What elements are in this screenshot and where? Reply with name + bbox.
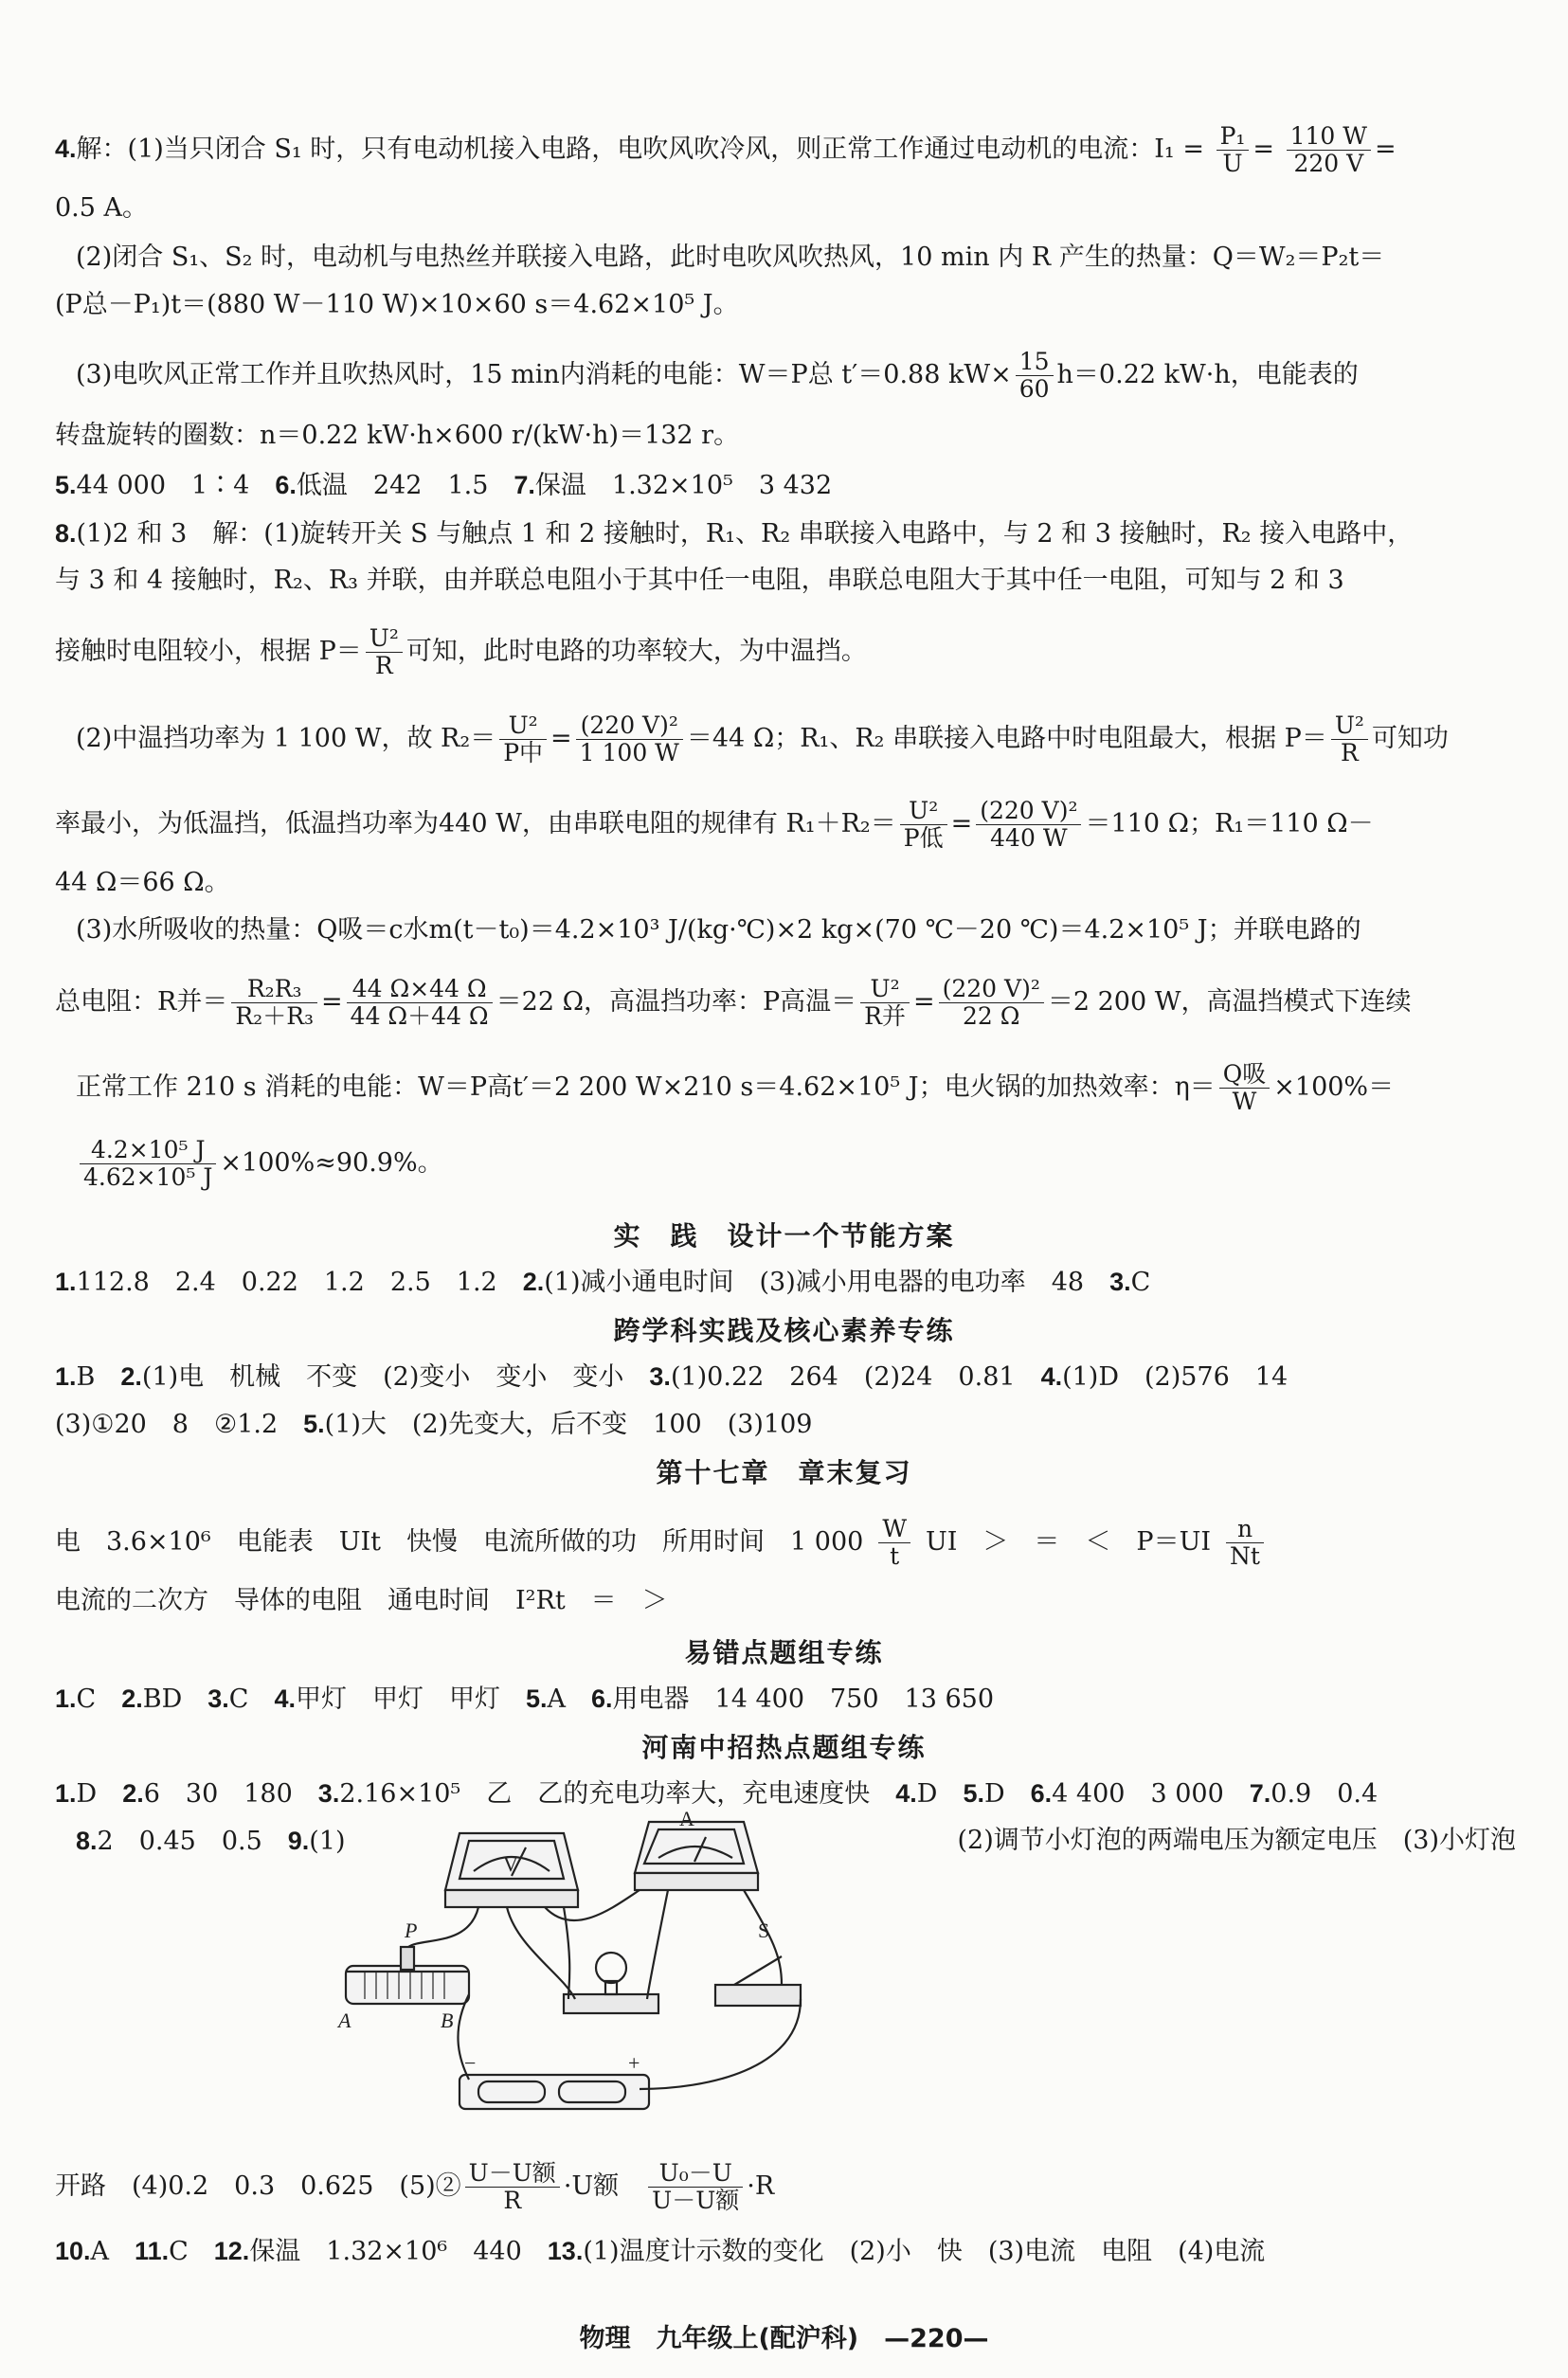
q8-line-2: 与 3 和 4 接触时，R₂、R₃ 并联，由并联总电阻小于其中任一电阻，串联总电阻大于其中任一电阻，可知与 2 和 3 (55, 566, 1344, 595)
henan-answers-1: 1.D 2.6 30 180 3.2.16×10⁵ 乙 乙的充电功率大，充电速度快 4.D 5.D 6.4 400 3 000 7.0.9 0.4 (55, 1779, 1379, 1809)
fraction: $\frac{\text{U²}}{\text{R并}}$ (860, 976, 910, 1030)
section-heading-cross-discipline: 跨学科实践及核心素养专练 (613, 1315, 955, 1346)
circuit-diagram (327, 1805, 829, 2136)
fraction: $\frac{\text{U₀－U}}{\text{U－U额}}$ (648, 2160, 743, 2214)
q4-line-5: (3)电吹风正常工作并且吹热风时，15 min内消耗的电能：W＝P总 t′＝0.88 kW× $\frac{15}{60}$ h＝0.22 kW·h，电能表的 (76, 348, 1359, 403)
fraction: $\frac{44 \Omega\times 44 \Omega}{44 \Omega+44 \Omega}$ (347, 976, 493, 1030)
practice-answers: 1.112.8 2.4 0.22 1.2 2.5 1.2 2.(1)减小通电时间 (3)减小用电器的电功率 48 3.C (55, 1268, 1151, 1297)
battery-plus-label: + (628, 2051, 640, 2075)
fraction: $\frac{\text{U²}}{R}$ (1331, 712, 1368, 766)
fraction: $\frac{\text{(220 V)²}}{1 100 W}$ (576, 712, 683, 766)
fraction: $\frac{\text{U²}}{\text{P低}}$ (900, 798, 947, 852)
henan-answers-4: 10.A 11.C 12.保温 1.32×10⁶ 440 13.(1)温度计示数的变化 (2)小 快 (3)电流 电阻 (4)电流 (55, 2237, 1266, 2266)
q4-line-3: (2)闭合 S₁、S₂ 时，电动机与电热丝并联接入电路，此时电吹风吹热风，10 min 内 R 产生的热量：Q＝W₂＝P₂t＝ (76, 243, 1385, 272)
voltmeter-label: V (503, 1852, 518, 1876)
cross-answers-1: 1.B 2.(1)电 机械 不变 (2)变小 变小 变小 3.(1)0.22 264 (2)24 0.81 4.(1)D (2)576 14 (55, 1362, 1289, 1392)
q8-line-8: 总电阻：R并＝ $\frac{\text{R₂R₃}}{\text{R₂＋R₃}}$ = $\frac{44 \Omega\times 44 \Omega}{44 \Omega+44 \Omega}$ ＝22 Ω，高温挡功率：P高温＝ $\frac{\text{U²}}{\text{R并}}$ = $\frac{\text{(220 V)²}}{22 \Omega}$ ＝2 200 W，高温挡模式下连续 (55, 975, 1412, 1030)
error-prone-answers: 1.C 2.BD 3.C 4.甲灯 甲灯 甲灯 5.A 6.用电器 14 400 750 13 650 (55, 1684, 995, 1714)
review-line-2: 电流的二次方 导体的电阻 通电时间 I²Rt ＝ ＞ (55, 1586, 668, 1615)
terminal-a-label: A (338, 2009, 351, 2032)
switch-label: S (758, 1919, 770, 1942)
section-heading-practice: 实 践 设计一个节能方案 (613, 1220, 955, 1252)
henan-answers-2: 8.2 0.45 0.5 9.(1) (76, 1827, 346, 1856)
q8-line-1: 8.(1)2 和 3 解：(1)旋转开关 S 与触点 1 和 2 接触时，R₁、R₂ 串联接入电路中，与 2 和 3 接触时，R₂ 接入电路中， (55, 519, 1414, 549)
q4-line-2: 0.5 A。 (55, 193, 149, 223)
fraction: $\frac{\text{U－U额}}{R}$ (465, 2160, 560, 2214)
fraction: $\frac{W}{t}$ (878, 1516, 910, 1570)
fraction: $\frac{15}{60}$ (1016, 349, 1054, 403)
fraction: $\frac{\text{U²}}{R}$ (366, 625, 403, 679)
q8-line-7: (3)水所吸收的热量：Q吸＝c水m(t－t₀)＝4.2×10³ J/(kg·℃)×2 kg×(70 ℃－20 ℃)＝4.2×10⁵ J；并联电路的 (76, 915, 1361, 945)
section-heading-error-prone: 易错点题组专练 (684, 1637, 884, 1668)
fraction: $\frac{\text{Q吸}}{W}$ (1219, 1061, 1271, 1115)
henan-answers-3: 开路 (4)0.2 0.3 0.625 (5)② $\frac{\text{U－U额}}{R}$ ·U额 $\frac{\text{U₀－U}}{\text{U－U额}}$ ·R (55, 2159, 775, 2214)
q8-line-3: 接触时电阻较小，根据 P＝ $\frac{\text{U²}}{R}$ 可知，此时电路的功率较大，为中温挡。 (55, 624, 867, 679)
q8-line-6: 44 Ω＝66 Ω。 (55, 868, 230, 897)
q8-line-4: (2)中温挡功率为 1 100 W，故 R₂＝ $\frac{\text{U²}}{\text{P中}}$ = $\frac{\text{(220 V)²}}{1 100 W}$ ＝44 Ω；R₁、R₂ 串联接入电路中时电阻最大，根据 P＝ $\frac{\text{U²}}{R}$ 可知功 (76, 712, 1449, 766)
q8-line-9: 正常工作 210 s 消耗的电能：W＝P高t′＝2 200 W×210 s＝4.62×10⁵ J；电火锅的加热效率：η＝ $\frac{\text{Q吸}}{W}$ ×100%＝ (76, 1060, 1395, 1115)
review-line-1: 电 3.6×10⁶ 电能表 UIt 快慢 电流所做的功 所用时间 1 000 $\frac{W}{t}$ UI ＞ ＝ ＜ P＝UI $\frac{n}{Nt}$ (55, 1516, 1514, 1570)
fraction: $\frac{n}{Nt}$ (1226, 1516, 1264, 1570)
fraction: $\frac{\text{R₂R₃}}{\text{R₂＋R₃}}$ (231, 976, 317, 1030)
q4-line-1: 4.解：(1)当只闭合 S₁ 时，只有电动机接入电路，电吹风吹冷风，则正常工作通过电动机的电流：I₁ = $\frac{\text{P₁}}{U}$ = $\frac{110 W}{220 V}$ = (55, 122, 1397, 177)
q8-line-5: 率最小，为低温挡，低温挡功率为440 W，由串联电阻的规律有 R₁＋R₂＝ $\frac{\text{U²}}{\text{P低}}$ = $\frac{\text{(220 V)²}}{440 W}$ ＝110 Ω；R₁＝110 Ω－ (55, 797, 1374, 852)
section-heading-henan: 河南中招热点题组专练 (641, 1732, 927, 1763)
battery-minus-label: − (464, 2051, 477, 2075)
fraction: $\frac{\text{4.2×10⁵ J}}{\text{4.62×10⁵ J}}$ (80, 1137, 216, 1191)
section-heading-chapter-review: 第十七章 章末复习 (656, 1457, 912, 1488)
cross-answers-2: (3)①20 8 ②1.2 5.(1)大 (2)先变大，后不变 100 (3)109 (55, 1410, 813, 1439)
slider-label: P (405, 1919, 418, 1942)
fraction: $\frac{\text{U²}}{\text{P中}}$ (499, 712, 547, 766)
q4-line-4: (P总－P₁)t＝(880 W－110 W)×10×60 s＝4.62×10⁵ J。 (55, 290, 739, 319)
henan-answers-2-right: (2)调节小灯泡的两端电压为额定电压 (3)小灯泡 (957, 1826, 1516, 1855)
terminal-b-label: B (441, 2009, 454, 2032)
page-footer: 物理 九年级上(配沪科) —220— (579, 2324, 989, 2353)
ammeter-label: A (679, 1807, 694, 1830)
q5-7-line: 5.44 000 1∶4 6.低温 242 1.5 7.保温 1.32×10⁵ 3 432 (55, 471, 833, 500)
q4-line-6: 转盘旋转的圈数：n＝0.22 kW·h×600 r/(kW·h)＝132 r。 (55, 421, 740, 450)
fraction: $\frac{\text{(220 V)²}}{440 W}$ (976, 798, 1081, 852)
q8-line-10: $\frac{\text{4.2×10⁵ J}}{\text{4.62×10⁵ J}}$ ×100%≈90.9%。 (76, 1137, 1535, 1191)
fraction: $\frac{\text{P₁}}{U}$ (1217, 123, 1250, 177)
fraction: $\frac{\text{(220 V)²}}{22 \Omega}$ (939, 976, 1044, 1030)
fraction: $\frac{110 W}{220 V}$ (1287, 123, 1371, 177)
